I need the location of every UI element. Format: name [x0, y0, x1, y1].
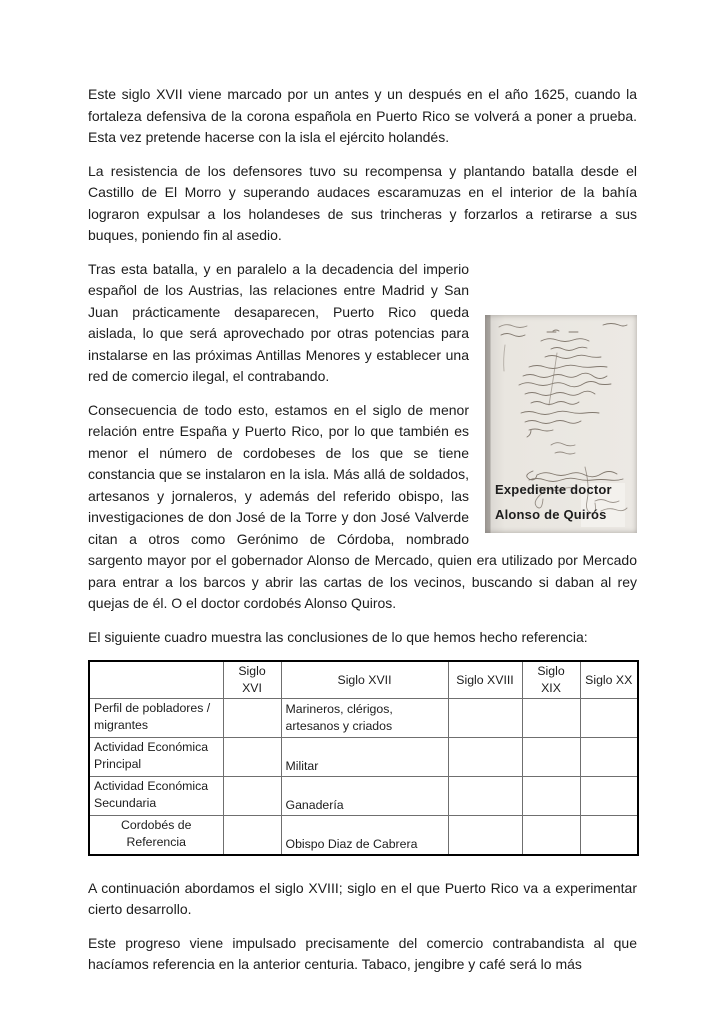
- paragraph-progress: Este progreso viene impulsado precisamente del comercio contrabandista al que hacíamos referencia en la anterior centuria. Tabaco, jengibre y café será lo más: [88, 934, 637, 972]
- table-cell: [448, 816, 522, 855]
- figure-caption-line1: Expediente doctor: [495, 481, 612, 497]
- text-with-figure-section: [88, 259, 637, 615]
- table-cell: Militar: [281, 738, 448, 777]
- table-cell: [580, 699, 638, 738]
- page-content: [88, 84, 637, 988]
- figure-caption: [495, 477, 612, 527]
- paragraph-next-century: A continuación abordamos el siglo XVIII; siglo en el que Puerto Rico va a experimentar cierto desarrollo.: [88, 879, 637, 917]
- table-header-siglo-xx: Siglo XX: [580, 661, 638, 699]
- table-cell: [580, 777, 638, 816]
- table-cell: [522, 816, 580, 855]
- table-row-perfil: [89, 699, 638, 738]
- table-cell: [223, 816, 281, 855]
- table-cell: [522, 738, 580, 777]
- table-cell: Obispo Diaz de Cabrera: [281, 816, 448, 855]
- paragraph-resistance: La resistencia de los defensores tuvo su recompensa y plantando batalla desde el Castillo de El Morro y superando audaces escaramuzas en el interior de la bahía lograron expulsar a los holandeses de sus trincheras y forzarlos a retirarse a sus buques, poniendo fin al asedio.: [88, 162, 637, 243]
- paragraph-consequence: Consecuencia de todo esto, estamos en el siglo de menor relación entre España y Puerto Rico, por lo que también es menor el número de cordobeses de los que se tiene constancia que se instalaron en la isla. Más allá de soldados, artesanos y jornaleros, y además del referido obispo, las investigaciones de don José de la Torre y don José Valverde citan a otros como Gerónimo de Córdoba, nombrado sargento mayor por el gobernador Alonso de Mercado, quien era utilizado por Mercado para entrar a los barcos y abrir las cartas de los vecinos, buscando si daban al rey quejas de él. O el doctor cordobés Alonso Quiros.: [88, 401, 637, 611]
- table-header-siglo-xix: Siglo XIX: [522, 661, 580, 699]
- paragraph-aftermath: Tras esta batalla, y en paralelo a la decadencia del imperio español de los Austrias, las relaciones entre Madrid y San Juan prácticamente desaparecen, Puerto Rico queda aislada, lo que será aprovechado por otras potencias para instalarse en las próximas Antillas Menores y establecer una red de comercio ilegal, el contrabando.: [88, 260, 469, 384]
- table-row-actividad-secundaria: [89, 777, 638, 816]
- table-cell: [448, 777, 522, 816]
- table-header-row: [89, 661, 638, 699]
- table-cell: [448, 738, 522, 777]
- table-header-siglo-xvi: Siglo XVI: [223, 661, 281, 699]
- table-cell: [580, 816, 638, 855]
- manuscript-photo: [485, 315, 637, 533]
- table-row-cordobes-referencia: [89, 816, 638, 855]
- table-header-empty: [89, 661, 223, 699]
- row-label: Cordobés de Referencia: [89, 816, 223, 855]
- paragraph-table-intro: El siguiente cuadro muestra las conclusiones de lo que hemos hecho referencia:: [88, 628, 588, 645]
- table-cell: [522, 699, 580, 738]
- table-cell: [223, 777, 281, 816]
- table-cell: [223, 738, 281, 777]
- table-row-actividad-principal: [89, 738, 638, 777]
- table-cell: [223, 699, 281, 738]
- table-cell: [580, 738, 638, 777]
- figure-caption-line2: Alonso de Quirós: [495, 506, 607, 522]
- table-cell: [522, 777, 580, 816]
- table-header-siglo-xviii: Siglo XVIII: [448, 661, 522, 699]
- row-label: Perfil de pobladores / migrantes: [89, 699, 223, 738]
- row-label: Actividad Económica Principal: [89, 738, 223, 777]
- row-label: Actividad Económica Secundaria: [89, 777, 223, 816]
- table-header-siglo-xvii: Siglo XVII: [281, 661, 448, 699]
- table-cell: [448, 699, 522, 738]
- paragraph-intro: Este siglo XVII viene marcado por un antes y un después en el año 1625, cuando la fortaleza defensiva de la corona española en Puerto Rico se volverá a poner a prueba. Esta vez pretende hacerse con la isla el ejército holandés.: [88, 86, 637, 145]
- conclusions-table: [88, 660, 639, 856]
- table-cell: Marineros, clérigos, artesanos y criados: [281, 699, 448, 738]
- table-cell: Ganadería: [281, 777, 448, 816]
